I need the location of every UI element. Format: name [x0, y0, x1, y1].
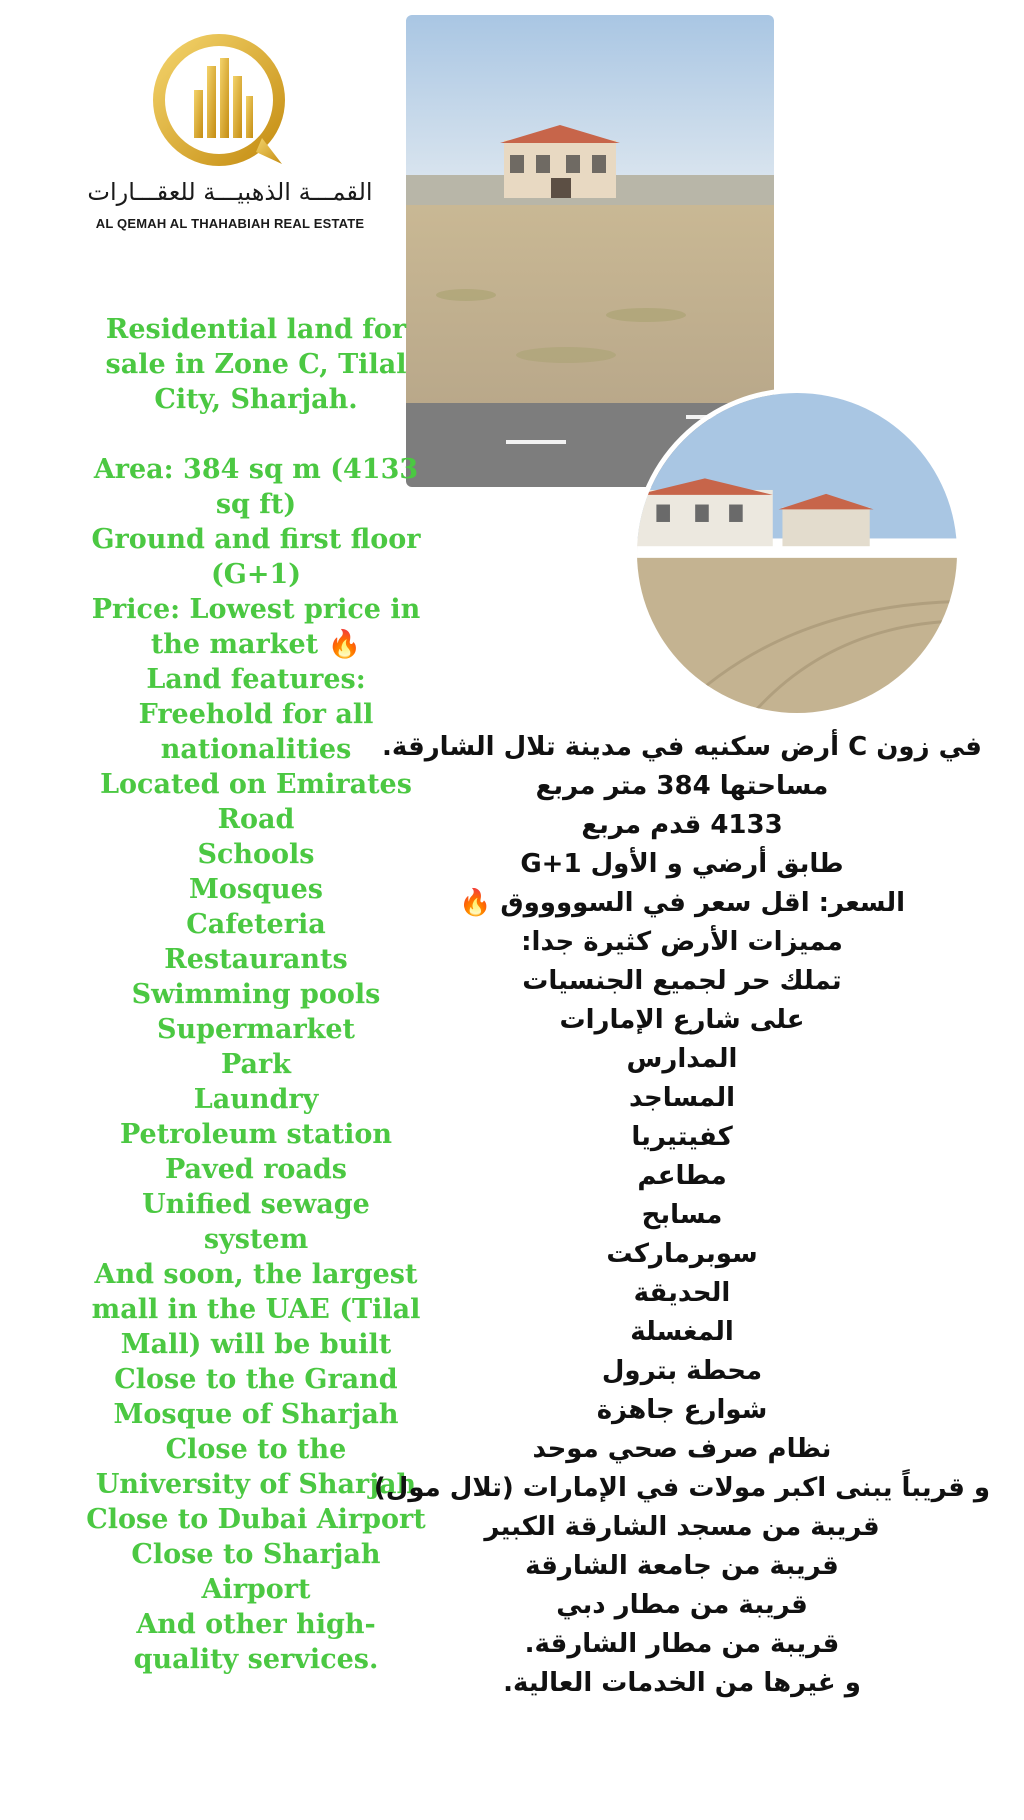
arabic-line: قريبة من مسجد الشارقة الكبير	[484, 1512, 880, 1542]
feature-item: Unified sewage system	[142, 1189, 370, 1255]
arabic-line: كفيتيريا	[631, 1122, 733, 1152]
arabic-line: قريبة من مطار دبي	[556, 1590, 808, 1620]
feature-item: Laundry	[193, 1084, 319, 1115]
feature-item: Close to Sharjah Airport	[131, 1539, 381, 1605]
arabic-line: مسابح	[641, 1200, 723, 1230]
arabic-line: سوبرماركت	[606, 1239, 758, 1269]
arabic-line: و غيرها من الخدمات العالية.	[503, 1668, 861, 1698]
arabic-line: شوارع جاهزة	[596, 1395, 768, 1425]
arabic-line: قريبة من مطار الشارقة.	[524, 1629, 840, 1659]
price-text: Price: Lowest price in the market 🔥	[91, 594, 421, 660]
arabic-line: نظام صرف صحي موحد	[532, 1434, 832, 1464]
feature-item: Close to Dubai Airport	[86, 1504, 426, 1535]
arabic-line: طابق أرضي و الأول G+1	[520, 849, 844, 879]
feature-item: Close to the Grand Mosque of Sharjah	[113, 1364, 399, 1430]
feature-item: And other high-quality services.	[133, 1609, 379, 1675]
feature-item: Close to the University of Sharjah	[95, 1434, 417, 1500]
feature-item: Schools	[197, 839, 315, 870]
arabic-line: المساجد	[628, 1083, 736, 1113]
logo-arabic-name: القمـــة الذهبيـــة للعقـــارات	[87, 178, 373, 206]
arabic-description	[362, 728, 1002, 1703]
arabic-line: مميزات الأرض كثيرة جدا:	[521, 927, 843, 957]
feature-item: Cafeteria	[186, 909, 326, 940]
feature-item: Paved roads	[164, 1154, 348, 1185]
arabic-line: المدارس	[626, 1044, 738, 1074]
feature-item: Located on Emirates Road	[100, 769, 412, 835]
arabic-line: الحديقة	[633, 1278, 731, 1308]
feature-item: Supermarket	[156, 1014, 356, 1045]
company-logo	[80, 28, 380, 238]
feature-item: Swimming pools	[131, 979, 381, 1010]
arabic-line: تملك حر لجميع الجنسيات	[522, 966, 842, 996]
arabic-line: قريبة من جامعة الشارقة	[525, 1551, 839, 1581]
building-logo-icon	[144, 28, 294, 178]
feature-item: Park	[220, 1049, 291, 1080]
feature-item: Mosques	[189, 874, 323, 905]
feature-item: Freehold for all nationalities	[138, 699, 374, 765]
arabic-line: محطة بترول	[601, 1356, 763, 1386]
area-text: Area: 384 sq m (4133 sq ft)	[93, 454, 419, 520]
land-photo-circle-image	[637, 393, 957, 713]
feature-item: Restaurants	[164, 944, 348, 975]
logo-english-name: AL QEMAH AL THAHABIAH REAL ESTATE	[95, 216, 365, 231]
arabic-line: مساحتها 384 متر مربع	[535, 771, 829, 801]
arabic-line: على شارع الإمارات	[559, 1005, 805, 1035]
listing-title: Residential land for sale in Zone C, Tilal City, Sharjah.	[105, 314, 407, 415]
spacer	[86, 417, 426, 452]
feature-item: And soon, the largest mall in the UAE (Tilal Mall) will be built	[91, 1259, 421, 1360]
feature-item: Petroleum station	[119, 1119, 393, 1150]
arabic-line: في زون C أرض سكنيه في مدينة تلال الشارقة.	[382, 732, 982, 762]
floors-text: Ground and first floor (G+1)	[91, 524, 421, 590]
arabic-line: 4133 قدم مربع	[581, 810, 783, 840]
land-photo-circle	[632, 388, 962, 718]
arabic-line: السعر: اقل سعر في السووووق 🔥	[458, 888, 906, 918]
arabic-line: مطاعم	[637, 1161, 727, 1191]
arabic-line: و قريباً يبنى اكبر مولات في الإمارات (تلال مول)	[373, 1473, 991, 1503]
features-heading: Land features:	[146, 664, 366, 695]
arabic-line: المغسلة	[630, 1317, 734, 1347]
